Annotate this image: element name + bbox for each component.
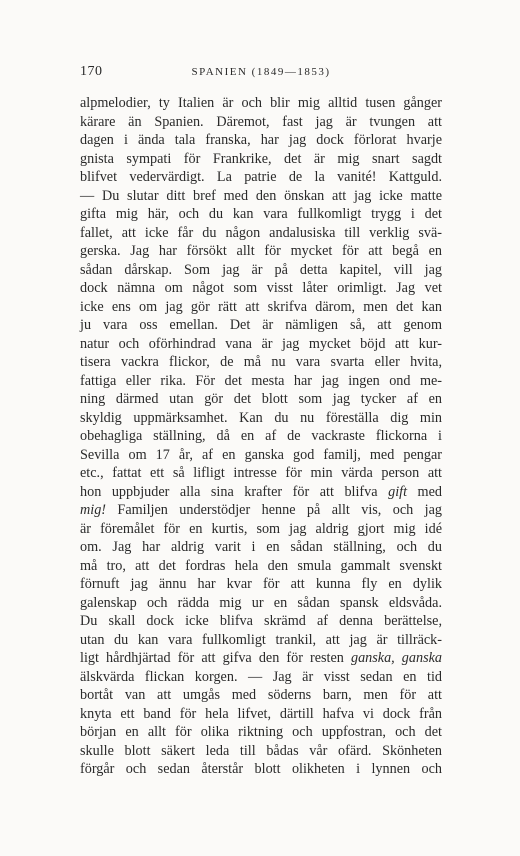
line-text: etc., fattat ett så lifligt intresse för min värda person att <box>80 465 442 481</box>
text-line <box>80 298 442 317</box>
text-line <box>80 94 442 113</box>
text-line <box>80 594 442 613</box>
line-text: skulle blott säkert leda till bådas vår ofärd. Skönheten <box>80 742 442 759</box>
text-line <box>80 446 442 465</box>
body-text <box>80 94 442 779</box>
line-text: älskvärda flickan korgen. — Jag är visst sedan en tid <box>80 668 442 685</box>
line-text: skyldig uppmärksamhet. Kan du nu föreställa dig min <box>80 409 442 426</box>
line-text: hon uppbjuder alla sina krafter för att blifva <box>80 483 389 500</box>
line-text: alpmelodier, ty Italien är och blir mig alltid tusen gånger <box>80 95 442 111</box>
line-text: är föremålet för en kurtis, som jag aldrig gjort mig idé <box>80 520 442 537</box>
line-text: gnista sympati för Frankrike, det är mig snart sagdt <box>80 150 442 167</box>
text-line <box>80 760 442 779</box>
line-text: — Du slutar ditt bref med den önskan att jag icke matte <box>80 187 442 204</box>
text-line <box>80 742 442 761</box>
text-line <box>80 520 442 539</box>
line-text: ning därmed utan gör det blott som jag tycker af en <box>80 391 442 407</box>
line-text: förgår och sedan återstår blott olikheten i lynnen och <box>80 761 442 777</box>
line-text: ju vara oss emellan. Det är nämligen så, att genom <box>80 317 442 333</box>
line-text: utan du kan vara fullkomligt trankil, att jag är tillräck- <box>80 631 442 648</box>
line-text: Du skall dock icke blifva skrämd af denna berättelse, <box>80 613 442 629</box>
line-text: dock nämna om något som visst låter orimligt. Jag vet <box>80 280 442 296</box>
line-text: förnuft jag ännu har kvar för att kunna fly en dylik <box>80 576 442 592</box>
text-line <box>80 686 442 705</box>
text-line <box>80 705 442 724</box>
line-text: natur och oförhindrad vana är jag mycket böjd att kur- <box>80 335 442 352</box>
text-line <box>80 261 442 280</box>
text-line <box>80 150 442 169</box>
text-line <box>80 335 442 354</box>
line-text: obehagliga ställning, då en af de vackraste flickorna i <box>80 428 442 444</box>
line-text: icke ens om jag gör rätt att skrifva därom, men det kan <box>80 298 442 315</box>
text-line <box>80 631 442 650</box>
line-text: bortåt van att umgås med söderns barn, men för att <box>80 687 442 703</box>
line-text: Sevilla om 17 år, af en ganska god familj, med pengar <box>80 446 442 463</box>
text-line <box>80 279 442 298</box>
page-number: 170 <box>80 64 103 79</box>
text-line <box>80 409 442 428</box>
text-line <box>80 464 442 483</box>
line-text: gifta mig här, och du kan vara fullkomligt trygg i det <box>80 206 442 222</box>
line-text: ligt hårdhjärtad för att gifva den för resten <box>80 650 351 666</box>
line-text: gerska. Jag har försökt allt för mycket för att begå en <box>80 243 442 259</box>
text-line <box>80 557 442 576</box>
line-text-after: Familjen understödjer henne på allt vis, och jag <box>106 502 442 518</box>
line-text: knyta ett band för hela lifvet, därtill hafva vi dock från <box>80 705 442 722</box>
text-line <box>80 224 442 243</box>
text-line <box>80 187 442 206</box>
line-text: dagen i ända tala franska, har jag dock förlorat hvarje <box>80 132 442 148</box>
text-line <box>80 649 442 668</box>
line-text: sådan dårskap. Som jag är på detta kapitel, vill jag <box>80 261 442 278</box>
text-line <box>80 390 442 409</box>
line-text: kärare än Spanien. Däremot, fast jag är tvungen att <box>80 113 442 130</box>
line-text: tisera vackra flickor, de må nu vara svarta eller hvita, <box>80 354 442 370</box>
line-text: fallet, att icke får du någon andalusiska till verklig svä- <box>80 224 442 241</box>
running-head <box>80 64 442 84</box>
emphasized-text: gift <box>388 483 408 500</box>
text-line <box>80 483 442 502</box>
text-line <box>80 501 442 520</box>
text-line <box>80 131 442 150</box>
line-text: början en allt för olika riktning och uppfostran, och det <box>80 724 442 740</box>
text-line <box>80 205 442 224</box>
line-text: må tro, att det fordras hela den smula gammalt svenskt <box>80 557 442 574</box>
line-text: fattiga eller rika. För det mesta har jag ingen ond me- <box>80 372 442 389</box>
text-line <box>80 575 442 594</box>
text-line <box>80 168 442 187</box>
text-line <box>80 242 442 261</box>
line-text: om. Jag har aldrig varit i en sådan ställning, och du <box>80 539 442 555</box>
text-line <box>80 372 442 391</box>
text-line <box>80 612 442 631</box>
text-line <box>80 316 442 335</box>
line-text: galenskap och rädda mig ur en sådan spansk eldsvåda. <box>80 594 442 611</box>
text-line <box>80 668 442 687</box>
emphasized-text: mig! <box>80 502 107 518</box>
line-text: blifvet vedervärdigt. La patrie de la vanité! Kattguld. <box>80 169 442 185</box>
text-line <box>80 538 442 557</box>
text-line <box>80 113 442 132</box>
emphasized-text: ganska, ganska <box>350 650 443 666</box>
text-line <box>80 353 442 372</box>
text-line <box>80 723 442 742</box>
running-title: SPANIEN (1849—1853) <box>191 66 331 78</box>
text-line <box>80 427 442 446</box>
line-text-after: med <box>407 483 442 500</box>
